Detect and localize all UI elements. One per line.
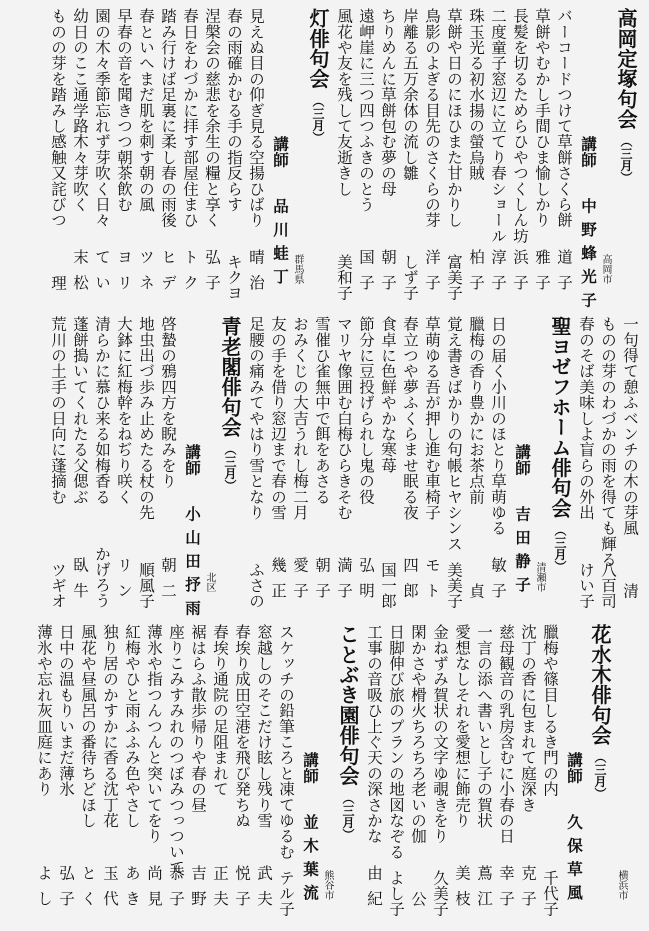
haiku: 清らかに慕ひ来る如梅香る かげろう <box>93 316 111 608</box>
haiku: 大鉢に紅梅幹をねぢり咲く リン <box>115 316 133 608</box>
haiku: 友の手を借り窓辺まで春の雪 幾正 <box>269 316 287 608</box>
haiku: 鳥影のよぎる目先のさくらの芽 洋子 <box>423 8 441 300</box>
haiku: 遠岬崖に三つ四つふきのとう 国子 <box>357 8 375 300</box>
haiku: マリヤ像囲む白梅ひらきそむ 満子 <box>335 316 353 608</box>
group-title: 聖ヨゼフホーム俳句会（三月） <box>548 316 572 573</box>
haiku: 草餅や日のにほひまた甘かりし 富美子 <box>445 8 463 300</box>
haiku: 日中の温もりいまだ薄氷 弘子 <box>57 624 75 916</box>
haiku: バーコードつけて草餅さくら餅 道子 <box>555 8 573 300</box>
haiku: 草餅やむかし手間ひま愉しかり 雅子 <box>533 8 551 300</box>
haiku: 荒川の土手の日向に蓬摘む ツギオ <box>49 316 67 608</box>
haiku: 長髪を切るためらひやつくしん坊 浜子 <box>511 8 529 300</box>
haiku: 春埃り成田空港を飛び発ちぬ 悦子 <box>233 624 251 916</box>
haiku: 珠玉光る初水揚の螢烏賊 柏子 <box>467 8 485 300</box>
haiku: 臘梅の香り豊かにお茶点前 貞 <box>467 316 485 608</box>
haiku: 草萌ゆる吾が押し進む車椅子 モト <box>423 316 441 608</box>
haiku: 春のそば美味しよ盲らの外出 けい子 <box>577 316 595 608</box>
group-teacher: 講師 中野蜂光子 <box>579 136 598 316</box>
haiku: 紅梅やひと雨ふふみ色やさし あき <box>123 624 141 916</box>
group-city: 北区 <box>204 572 215 592</box>
haiku: 風花や昼風呂の番待ちどほし とく <box>79 624 97 916</box>
group-title: 高岡定塚句会（三月） <box>614 8 638 185</box>
haiku: 蓬餅搗いてくれたる父偲ぶ 臥牛 <box>71 316 89 608</box>
band-middle <box>8 316 641 624</box>
group-title: 青老閣俳句会（三月） <box>218 316 242 493</box>
haiku: 見えぬ目の仰ぎ見る空揚ひばり 晴治 <box>247 8 265 300</box>
haiku: 地虫出づ歩み止めたる杖の先 順風子 <box>137 316 155 608</box>
group-city: 清瀬市 <box>534 562 545 592</box>
haiku: 薄氷や忘れ灰皿庭にあり よし <box>35 624 53 916</box>
group-title: 灯俳句会（三月） <box>306 8 330 144</box>
group-teacher: 講師 品川蛙丁 <box>271 136 290 292</box>
haiku: 愛想なしそれを愛想に飾売り 美枝 <box>453 624 471 916</box>
group-city: 横浜市 <box>616 870 627 900</box>
haiku: 涅槃会の慈悲を余生の糧と享く 弘子 <box>203 8 221 300</box>
haiku: 閑かさや榾火ちろちろ老いの伽 公 <box>409 624 427 916</box>
haiku: 風花や友を残して友逝きし 美和子 <box>335 8 353 300</box>
haiku: 食卓に色鮮やかな寒苺 国一郎 <box>379 316 397 608</box>
haiku: 工事の音吸ひ上ぐ天の深さかな 由紀 <box>365 624 383 916</box>
haiku: 日の届く小川のほとり草萌ゆる 敏子 <box>489 316 507 608</box>
haiku: 沈丁の香に包まれて庭深き 克子 <box>519 624 537 916</box>
haiku: 一言の添へ書いとし子の賀状 蔦江 <box>475 624 493 916</box>
haiku: 慈母観音の乳房含むに小春の日 幸子 <box>497 624 515 916</box>
group-city: 熊谷市 <box>322 870 333 900</box>
group-city: 群馬県 <box>292 254 303 284</box>
haiku: 雪催ひ雀無中で餌をあさる 朝子 <box>313 316 331 608</box>
haiku: 金ねずみ賀状の文字ゆ覗きをり 久美子 <box>431 624 449 916</box>
haiku: おみくじの大吉うれし梅二月 愛子 <box>291 316 309 608</box>
haiku: 春の雨確かむる手の指反らす キクヨ <box>225 8 243 300</box>
haiku: 裾はらふ散歩帰りや春の昼 吉野 <box>189 624 207 916</box>
haiku: 踏み行けば足裏に柔し春の雨後 ヒデ <box>159 8 177 300</box>
haiku: 春といへまだ肌を刺す朝の風 ツネ <box>137 8 155 300</box>
haiku: 啓蟄の鴉四方を睨みをり 朝二 <box>159 316 177 608</box>
haiku: 窓越しのそこだけ眩し残り雪 武夫 <box>255 624 273 916</box>
haiku: ものの芽のわづかの雨を得ても輝る 八百司 <box>599 316 617 608</box>
haiku: 早春の音を聞きつつ朝茶飲む ヨリ <box>115 8 133 300</box>
haiku: スケッチの鉛筆ころと凍てゆるむ テル子 <box>277 624 295 916</box>
haiku: ちりめんに草餅包む夢の母 朝子 <box>379 8 397 300</box>
haiku: 座りこみすみれのつぼみつっついて 恭子 <box>167 624 185 916</box>
group-title: ことぶき園俳句会（三月） <box>336 624 360 841</box>
haiku: 一句得て憩ふベンチの木の芽風 清 <box>621 316 639 608</box>
haiku: 岸離る五万余体の流し雛 しず子 <box>401 8 419 300</box>
haiku: 独り居のかすかに香る沈丁花 玉代 <box>101 624 119 916</box>
haiku: 春日をわづかに拝す部屋住まひ トク <box>181 8 199 300</box>
haiku: 覚え書きばかりの句帳ヒヤシンス 美美子 <box>445 316 463 608</box>
haiku: 春埃り通院の足阻まれて 正夫 <box>211 624 229 916</box>
haiku: 臘梅や篠目しるき門の内 千代子 <box>541 624 559 916</box>
group-teacher: 講師 久保草風 <box>565 752 584 908</box>
haiku: 薄氷や指つんつんと突いてをり 尚見 <box>145 624 163 916</box>
haiku: 節分に豆投げられし鬼の役 弘明 <box>357 316 375 608</box>
haiku: 園の木々季節忘れず芽吹く日々 てい <box>93 8 111 300</box>
group-title: 花水木俳句会（三月） <box>588 624 612 801</box>
haiku: 幼日のここ通学路木々芽吹く 末松 <box>71 8 89 300</box>
haiku: 日脚伸び旅のプランの地図なぞる よし子 <box>387 624 405 916</box>
group-teacher: 講師 並木葉流 <box>301 752 320 908</box>
band-top <box>8 8 641 316</box>
band-bottom <box>8 624 641 924</box>
haiku: 二度童子窓辺に立てり春ショール 淳子 <box>489 8 507 300</box>
group-city: 高岡市 <box>600 254 611 284</box>
haiku: ものの芽を踏みし感触又詫びつ 理 <box>49 8 67 300</box>
group-teacher: 講師 小山田抒雨 <box>183 444 202 624</box>
group-teacher: 講師 吉田静子 <box>513 444 532 600</box>
haiku: 春立つや夢ふくらませ眠る夜 四郎 <box>401 316 419 608</box>
haiku: 足腰の痛みてやはり雪となり ふさの <box>247 316 265 608</box>
